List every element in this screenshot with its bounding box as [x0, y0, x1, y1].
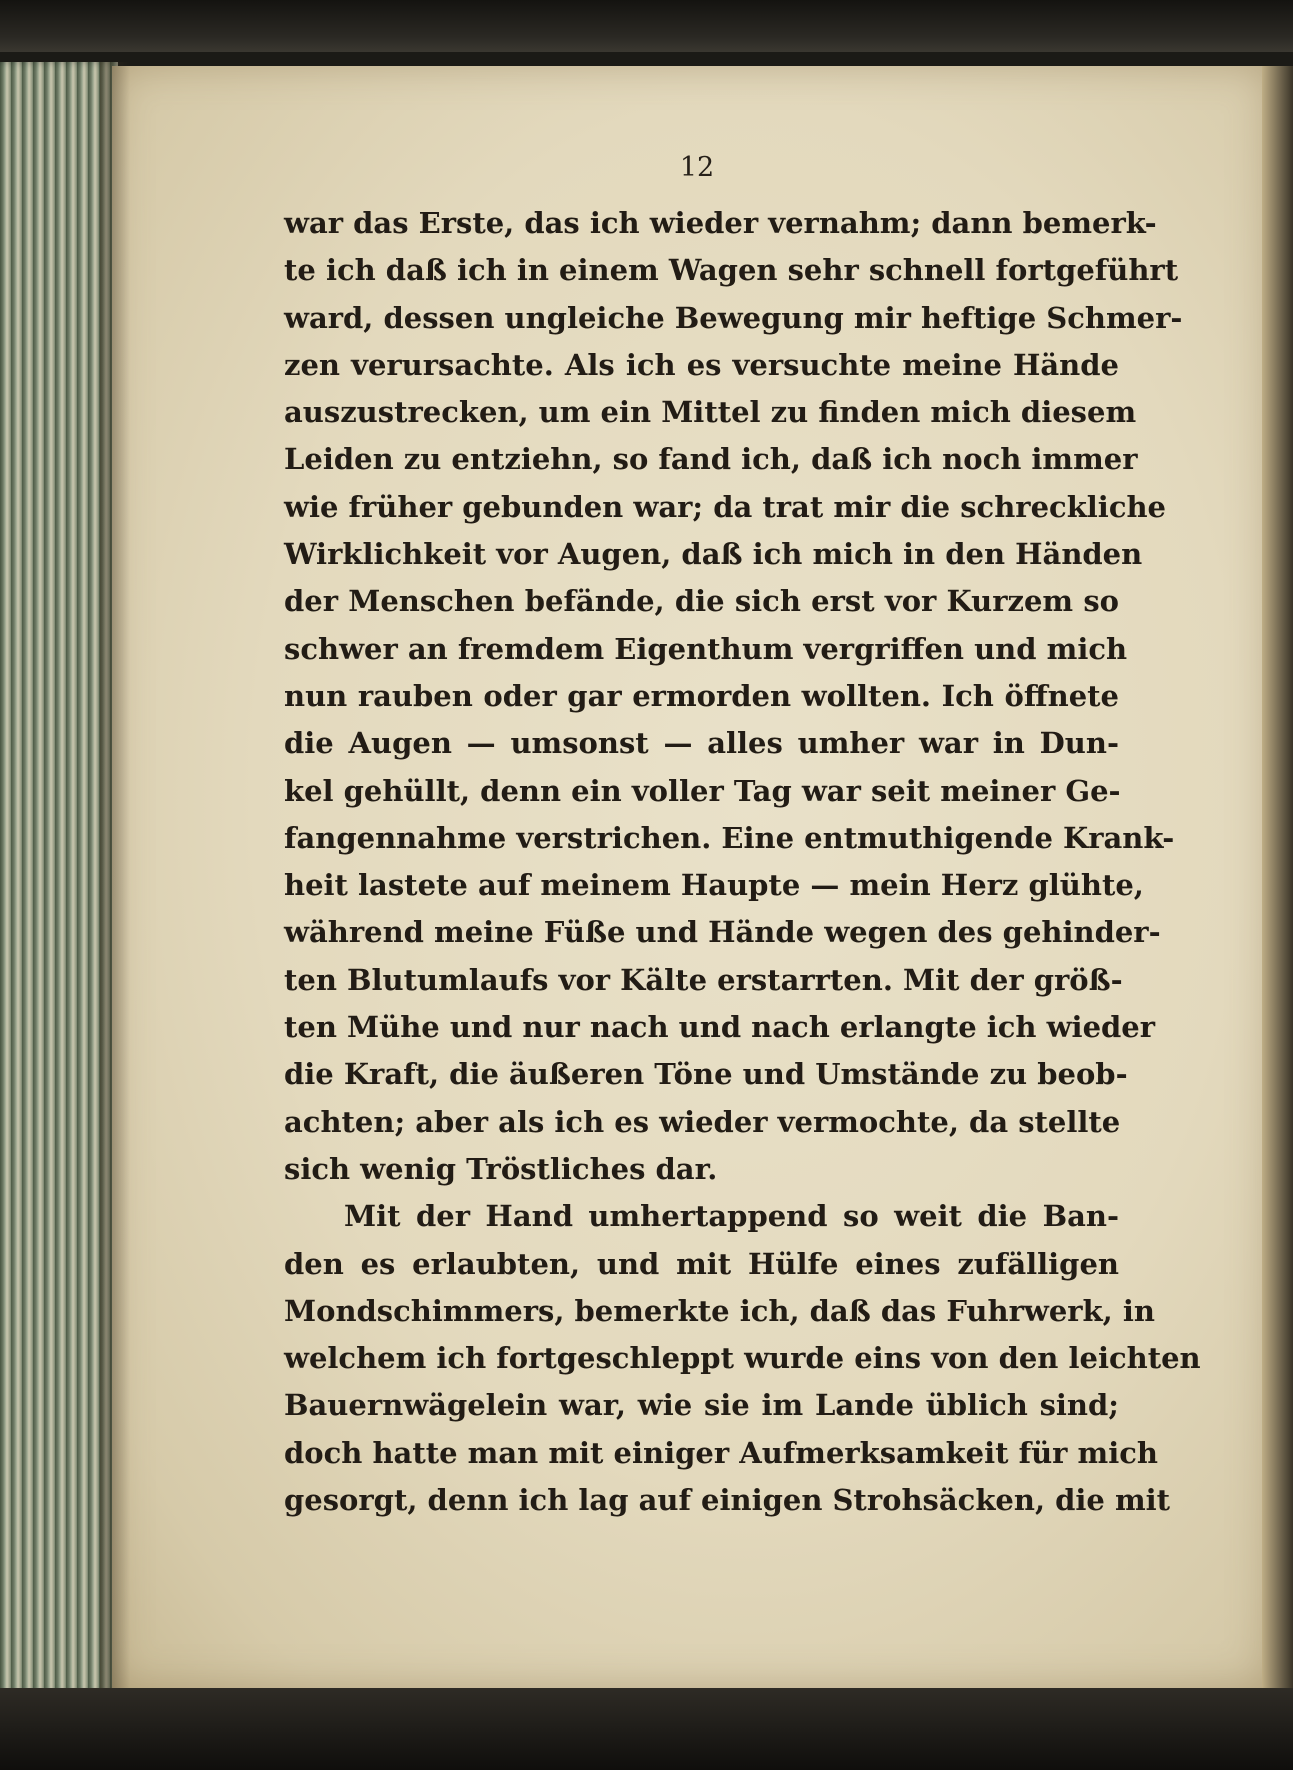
spine-shadow [100, 62, 130, 1694]
scan-bottom-border [0, 1688, 1293, 1770]
text-line: wie früher gebunden war; da trat mir die schreckliche [284, 489, 1167, 524]
text-line: schwer an fremdem Eigenthum vergriffen und mich [284, 631, 1128, 666]
text-line: Wirklichkeit vor Augen, daß ich mich in den Händen [284, 537, 1143, 572]
text-line: kel gehüllt, denn ein voller Tag war seit meiner Ge- [284, 773, 1121, 808]
text-line: Leiden zu entziehn, so fand ich, daß ich noch immer [284, 442, 1138, 477]
text-line: zen verursachte. Als ich es versuchte meine Hände [284, 347, 1119, 382]
text-line: ten Mühe und nur nach und nach erlangte ich wieder [284, 1010, 1156, 1045]
text-line: te ich daß ich in einem Wagen sehr schnell fortgeführt [284, 253, 1179, 288]
text-line: Mit der Hand umhertappend so weit die Ban- [344, 1199, 1119, 1234]
text-line: war das Erste, das ich wieder vernahm; dann bemerk- [284, 206, 1157, 240]
text-line: während meine Füße und Hände wegen des gehinder- [284, 915, 1161, 950]
text-line: die Kraft, die äußeren Töne und Umstände zu beob- [284, 1057, 1128, 1092]
text-line: Mondschimmers, bemerkte ich, daß das Fuhrwerk, in [284, 1293, 1155, 1328]
text-line: fangennahme verstrichen. Eine entmuthigende Krank- [284, 820, 1175, 855]
text-line: den es erlaubten, und mit Hülfe eines zufälligen [284, 1246, 1119, 1281]
page-number: 12 [679, 152, 715, 183]
text-line: die Augen — umsonst — alles umher war in Dun- [284, 726, 1119, 761]
book-page [112, 66, 1268, 1688]
text-line: nun rauben oder gar ermorden wollten. Ich öffnete [284, 678, 1119, 713]
text-line: ward, dessen ungleiche Bewegung mir heftige Schmer- [284, 300, 1183, 335]
body-text [284, 200, 1201, 1524]
text-line: sich wenig Tröstliches dar. [284, 1151, 718, 1186]
text-line: auszustrecken, um ein Mittel zu finden mich diesem [284, 395, 1137, 430]
page-right-edge [1262, 66, 1293, 1688]
text-line: doch hatte man mit einiger Aufmerksamkeit für mich [284, 1435, 1158, 1470]
text-line: der Menschen befände, die sich erst vor Kurzem so [284, 584, 1119, 619]
text-line: gesorgt, denn ich lag auf einigen Strohsäcken, die mit [284, 1483, 1171, 1518]
text-line: ten Blutumlaufs vor Kälte erstarrten. Mit der größ- [284, 962, 1123, 997]
text-line: Bauernwägelein war, wie sie im Lande üblich sind; [284, 1388, 1119, 1423]
text-line: achten; aber als ich es wieder vermochte, da stellte [284, 1104, 1121, 1139]
text-line: welchem ich fortgeschleppt wurde eins von den leichten [284, 1341, 1201, 1376]
scan-top-border [0, 0, 1293, 52]
text-line: heit lastete auf meinem Haupte — mein Herz glühte, [284, 868, 1144, 903]
